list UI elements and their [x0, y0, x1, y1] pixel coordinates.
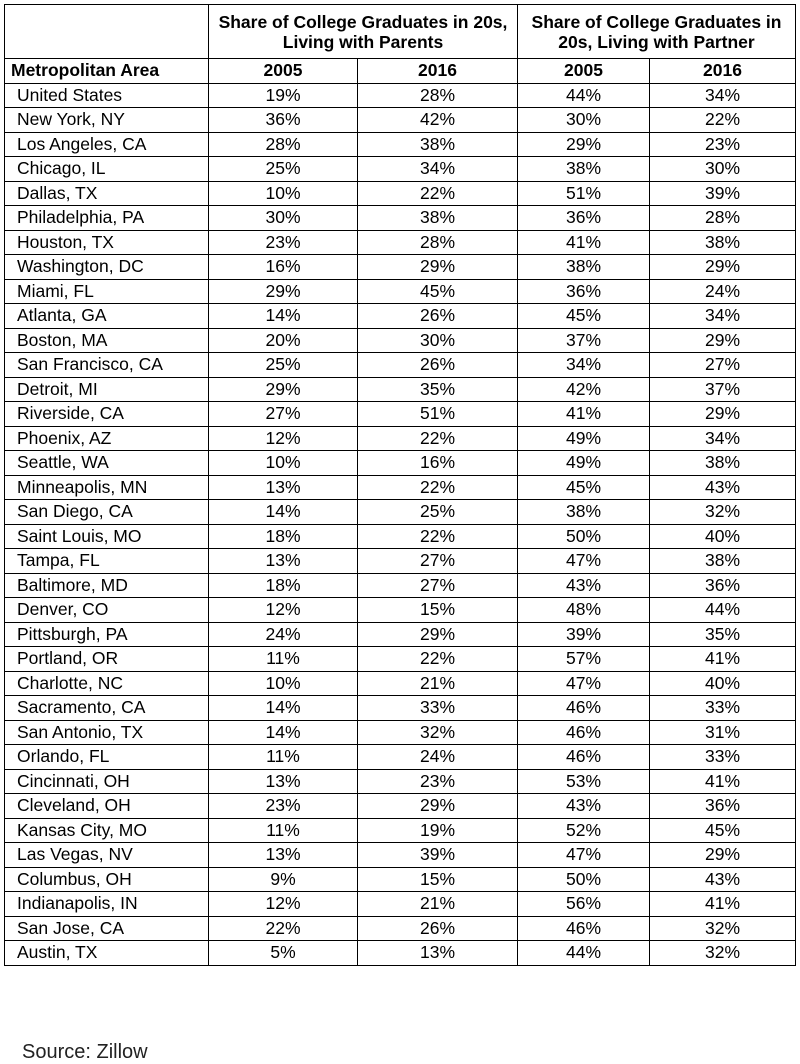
value-cell: 52%: [518, 818, 650, 843]
metro-name-cell: Atlanta, GA: [5, 304, 209, 329]
value-cell: 45%: [358, 279, 518, 304]
metro-name-cell: Cincinnati, OH: [5, 769, 209, 794]
column-header-partner-2005: 2005: [518, 59, 650, 84]
value-cell: 29%: [518, 132, 650, 157]
value-cell: 39%: [518, 622, 650, 647]
table-row: [5, 916, 796, 941]
value-cell: 40%: [650, 671, 796, 696]
value-cell: 36%: [518, 279, 650, 304]
table-row: [5, 671, 796, 696]
value-cell: 57%: [518, 647, 650, 672]
value-cell: 22%: [209, 916, 358, 941]
value-cell: 38%: [650, 451, 796, 476]
value-cell: 32%: [650, 916, 796, 941]
value-cell: 26%: [358, 916, 518, 941]
value-cell: 41%: [650, 647, 796, 672]
value-cell: 29%: [358, 622, 518, 647]
value-cell: 46%: [518, 696, 650, 721]
table-row: [5, 720, 796, 745]
metro-name-cell: Columbus, OH: [5, 867, 209, 892]
column-header-metro: Metropolitan Area: [5, 59, 209, 84]
value-cell: 10%: [209, 671, 358, 696]
metro-name-cell: Pittsburgh, PA: [5, 622, 209, 647]
value-cell: 51%: [358, 402, 518, 427]
metro-name-cell: Riverside, CA: [5, 402, 209, 427]
value-cell: 29%: [650, 328, 796, 353]
table-row: [5, 83, 796, 108]
value-cell: 43%: [518, 573, 650, 598]
value-cell: 29%: [650, 255, 796, 280]
value-cell: 24%: [650, 279, 796, 304]
value-cell: 9%: [209, 867, 358, 892]
metro-name-cell: Seattle, WA: [5, 451, 209, 476]
table-row: [5, 892, 796, 917]
value-cell: 32%: [650, 500, 796, 525]
value-cell: 19%: [358, 818, 518, 843]
table-row: [5, 818, 796, 843]
value-cell: 5%: [209, 941, 358, 966]
value-cell: 29%: [358, 255, 518, 280]
value-cell: 36%: [518, 206, 650, 231]
table-row: [5, 941, 796, 966]
value-cell: 13%: [358, 941, 518, 966]
value-cell: 27%: [209, 402, 358, 427]
value-cell: 29%: [358, 794, 518, 819]
table-row: [5, 622, 796, 647]
value-cell: 24%: [358, 745, 518, 770]
table-row: [5, 475, 796, 500]
value-cell: 28%: [650, 206, 796, 231]
value-cell: 13%: [209, 475, 358, 500]
value-cell: 35%: [650, 622, 796, 647]
value-cell: 43%: [518, 794, 650, 819]
value-cell: 45%: [650, 818, 796, 843]
value-cell: 22%: [650, 108, 796, 133]
table-row: [5, 402, 796, 427]
value-cell: 31%: [650, 720, 796, 745]
value-cell: 25%: [209, 157, 358, 182]
value-cell: 27%: [358, 549, 518, 574]
table-row: [5, 573, 796, 598]
metro-name-cell: Indianapolis, IN: [5, 892, 209, 917]
value-cell: 39%: [358, 843, 518, 868]
table-row: [5, 549, 796, 574]
value-cell: 23%: [209, 794, 358, 819]
metro-name-cell: Minneapolis, MN: [5, 475, 209, 500]
value-cell: 14%: [209, 696, 358, 721]
table-row: [5, 255, 796, 280]
value-cell: 43%: [650, 867, 796, 892]
value-cell: 28%: [358, 230, 518, 255]
value-cell: 37%: [518, 328, 650, 353]
metro-name-cell: Washington, DC: [5, 255, 209, 280]
value-cell: 18%: [209, 524, 358, 549]
value-cell: 23%: [650, 132, 796, 157]
table-row: [5, 451, 796, 476]
value-cell: 25%: [358, 500, 518, 525]
value-cell: 12%: [209, 598, 358, 623]
value-cell: 18%: [209, 573, 358, 598]
table-body: [5, 83, 796, 965]
value-cell: 38%: [358, 132, 518, 157]
metro-name-cell: New York, NY: [5, 108, 209, 133]
value-cell: 49%: [518, 426, 650, 451]
value-cell: 11%: [209, 647, 358, 672]
value-cell: 15%: [358, 598, 518, 623]
value-cell: 38%: [650, 230, 796, 255]
value-cell: 11%: [209, 818, 358, 843]
value-cell: 43%: [650, 475, 796, 500]
table-row: [5, 230, 796, 255]
value-cell: 27%: [650, 353, 796, 378]
table-row: [5, 353, 796, 378]
value-cell: 36%: [650, 794, 796, 819]
table-row: [5, 377, 796, 402]
metro-name-cell: Kansas City, MO: [5, 818, 209, 843]
value-cell: 33%: [358, 696, 518, 721]
value-cell: 49%: [518, 451, 650, 476]
value-cell: 22%: [358, 647, 518, 672]
value-cell: 56%: [518, 892, 650, 917]
data-table: [4, 4, 796, 966]
table-row: [5, 426, 796, 451]
value-cell: 22%: [358, 181, 518, 206]
value-cell: 35%: [358, 377, 518, 402]
table-row: [5, 328, 796, 353]
value-cell: 39%: [650, 181, 796, 206]
metro-name-cell: Las Vegas, NV: [5, 843, 209, 868]
value-cell: 28%: [358, 83, 518, 108]
value-cell: 47%: [518, 549, 650, 574]
metro-name-cell: Phoenix, AZ: [5, 426, 209, 451]
table-row: [5, 867, 796, 892]
metro-name-cell: Chicago, IL: [5, 157, 209, 182]
value-cell: 13%: [209, 843, 358, 868]
metro-name-cell: Houston, TX: [5, 230, 209, 255]
value-cell: 38%: [518, 500, 650, 525]
value-cell: 34%: [358, 157, 518, 182]
value-cell: 30%: [518, 108, 650, 133]
value-cell: 41%: [518, 402, 650, 427]
value-cell: 30%: [209, 206, 358, 231]
metro-name-cell: Tampa, FL: [5, 549, 209, 574]
value-cell: 20%: [209, 328, 358, 353]
value-cell: 19%: [209, 83, 358, 108]
value-cell: 36%: [650, 573, 796, 598]
value-cell: 44%: [518, 83, 650, 108]
metro-name-cell: Portland, OR: [5, 647, 209, 672]
value-cell: 38%: [518, 255, 650, 280]
value-cell: 21%: [358, 892, 518, 917]
value-cell: 23%: [358, 769, 518, 794]
value-cell: 51%: [518, 181, 650, 206]
value-cell: 14%: [209, 500, 358, 525]
value-cell: 15%: [358, 867, 518, 892]
value-cell: 29%: [650, 843, 796, 868]
metro-name-cell: Dallas, TX: [5, 181, 209, 206]
group-header-partner: Share of College Graduates in 20s, Living with Partner: [518, 5, 796, 59]
table-row: [5, 108, 796, 133]
table-row: [5, 524, 796, 549]
value-cell: 33%: [650, 745, 796, 770]
value-cell: 42%: [358, 108, 518, 133]
source-note: Source: Zillow: [22, 1041, 148, 1063]
value-cell: 30%: [358, 328, 518, 353]
value-cell: 13%: [209, 769, 358, 794]
value-cell: 44%: [650, 598, 796, 623]
value-cell: 29%: [209, 377, 358, 402]
metro-name-cell: San Francisco, CA: [5, 353, 209, 378]
value-cell: 38%: [518, 157, 650, 182]
column-header-parents-2005: 2005: [209, 59, 358, 84]
metro-name-cell: Cleveland, OH: [5, 794, 209, 819]
value-cell: 48%: [518, 598, 650, 623]
value-cell: 21%: [358, 671, 518, 696]
table-row: [5, 279, 796, 304]
table-row: [5, 157, 796, 182]
metro-name-cell: United States: [5, 83, 209, 108]
value-cell: 50%: [518, 524, 650, 549]
value-cell: 34%: [518, 353, 650, 378]
table-row: [5, 745, 796, 770]
value-cell: 10%: [209, 451, 358, 476]
value-cell: 42%: [518, 377, 650, 402]
table-row: [5, 696, 796, 721]
metro-name-cell: Charlotte, NC: [5, 671, 209, 696]
value-cell: 46%: [518, 745, 650, 770]
value-cell: 41%: [650, 892, 796, 917]
value-cell: 34%: [650, 426, 796, 451]
value-cell: 22%: [358, 475, 518, 500]
value-cell: 22%: [358, 426, 518, 451]
value-cell: 33%: [650, 696, 796, 721]
value-cell: 47%: [518, 671, 650, 696]
table-row: [5, 206, 796, 231]
value-cell: 25%: [209, 353, 358, 378]
value-cell: 38%: [650, 549, 796, 574]
table-row: [5, 304, 796, 329]
value-cell: 26%: [358, 304, 518, 329]
value-cell: 50%: [518, 867, 650, 892]
value-cell: 12%: [209, 426, 358, 451]
metro-name-cell: Saint Louis, MO: [5, 524, 209, 549]
value-cell: 12%: [209, 892, 358, 917]
value-cell: 46%: [518, 720, 650, 745]
value-cell: 10%: [209, 181, 358, 206]
value-cell: 45%: [518, 475, 650, 500]
table-row: [5, 598, 796, 623]
value-cell: 37%: [650, 377, 796, 402]
value-cell: 16%: [209, 255, 358, 280]
value-cell: 44%: [518, 941, 650, 966]
metro-name-cell: Denver, CO: [5, 598, 209, 623]
table-row: [5, 132, 796, 157]
value-cell: 29%: [650, 402, 796, 427]
value-cell: 27%: [358, 573, 518, 598]
metro-name-cell: Miami, FL: [5, 279, 209, 304]
metro-name-cell: Austin, TX: [5, 941, 209, 966]
value-cell: 47%: [518, 843, 650, 868]
metro-name-cell: San Jose, CA: [5, 916, 209, 941]
value-cell: 41%: [518, 230, 650, 255]
value-cell: 41%: [650, 769, 796, 794]
value-cell: 23%: [209, 230, 358, 255]
value-cell: 24%: [209, 622, 358, 647]
group-header-parents: Share of College Graduates in 20s, Living with Parents: [209, 5, 518, 59]
metro-name-cell: San Diego, CA: [5, 500, 209, 525]
table-row: [5, 181, 796, 206]
value-cell: 13%: [209, 549, 358, 574]
metro-name-cell: Sacramento, CA: [5, 696, 209, 721]
value-cell: 53%: [518, 769, 650, 794]
column-header-parents-2016: 2016: [358, 59, 518, 84]
blank-corner-header: [5, 5, 209, 59]
value-cell: 22%: [358, 524, 518, 549]
value-cell: 26%: [358, 353, 518, 378]
metro-name-cell: Baltimore, MD: [5, 573, 209, 598]
table-row: [5, 794, 796, 819]
table-row: [5, 769, 796, 794]
table-row: [5, 647, 796, 672]
metro-name-cell: Orlando, FL: [5, 745, 209, 770]
value-cell: 34%: [650, 83, 796, 108]
value-cell: 14%: [209, 720, 358, 745]
value-cell: 29%: [209, 279, 358, 304]
value-cell: 40%: [650, 524, 796, 549]
value-cell: 30%: [650, 157, 796, 182]
metro-name-cell: San Antonio, TX: [5, 720, 209, 745]
value-cell: 38%: [358, 206, 518, 231]
value-cell: 45%: [518, 304, 650, 329]
column-header-partner-2016: 2016: [650, 59, 796, 84]
metro-name-cell: Boston, MA: [5, 328, 209, 353]
value-cell: 36%: [209, 108, 358, 133]
metro-name-cell: Los Angeles, CA: [5, 132, 209, 157]
metro-name-cell: Detroit, MI: [5, 377, 209, 402]
value-cell: 32%: [650, 941, 796, 966]
value-cell: 28%: [209, 132, 358, 157]
value-cell: 16%: [358, 451, 518, 476]
table-row: [5, 500, 796, 525]
metro-name-cell: Philadelphia, PA: [5, 206, 209, 231]
table-row: [5, 843, 796, 868]
value-cell: 34%: [650, 304, 796, 329]
value-cell: 14%: [209, 304, 358, 329]
value-cell: 46%: [518, 916, 650, 941]
value-cell: 32%: [358, 720, 518, 745]
value-cell: 11%: [209, 745, 358, 770]
